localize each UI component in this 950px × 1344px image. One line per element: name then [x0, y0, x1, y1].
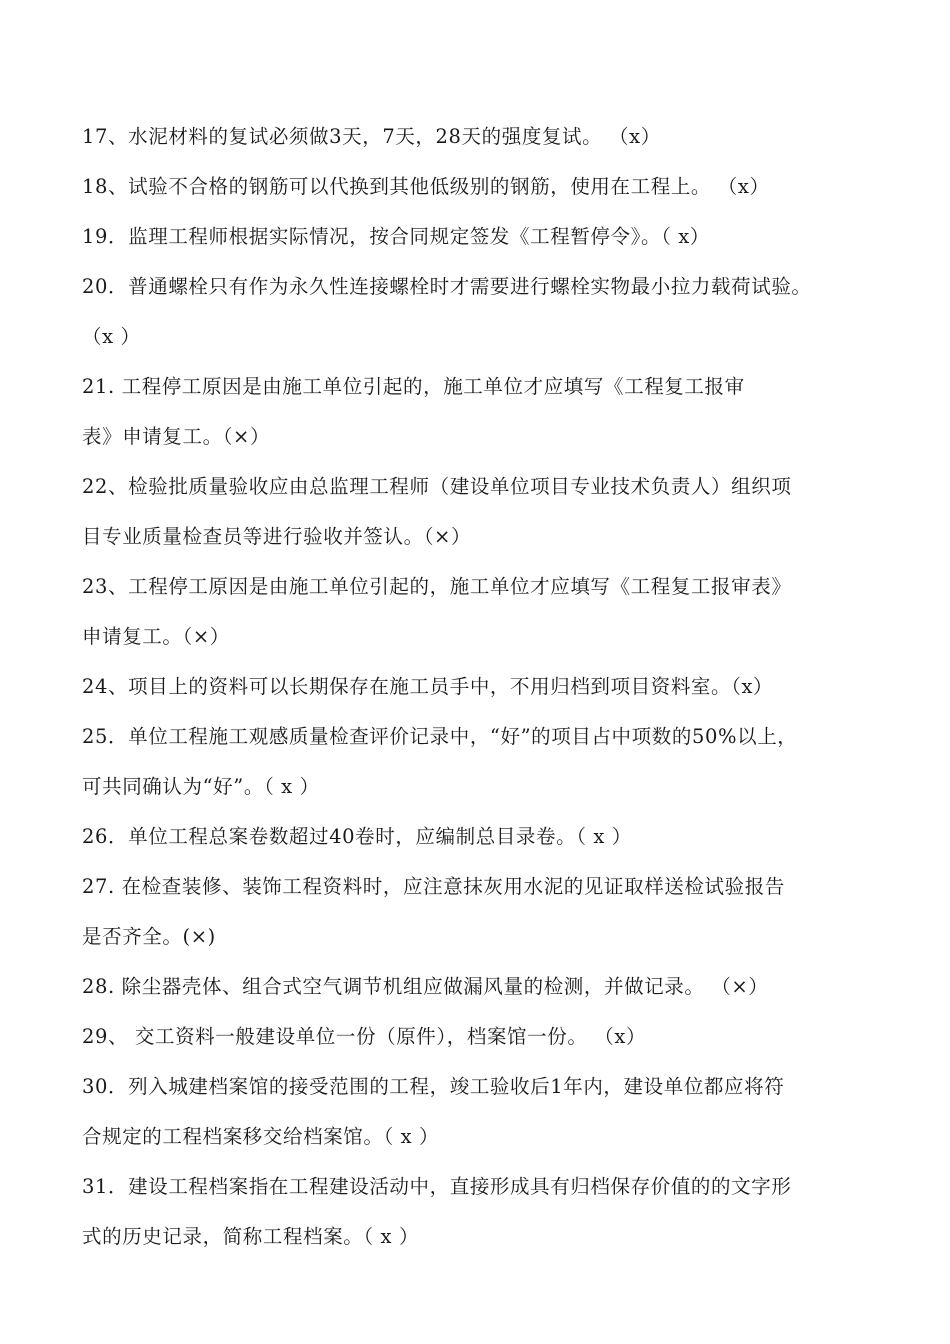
text-line: 24、项目上的资料可以长期保存在施工员手中，不用归档到项目资料室。（x） [82, 675, 774, 698]
text-line: （x ） [82, 325, 141, 348]
text-line: 22、检验批质量验收应由总监理工程师（建设单位项目专业技术负责人）组织项 [82, 475, 792, 498]
text-line: 25．单位工程施工观感质量检查评价记录中，“好”的项目占中项数的50%以上， [82, 725, 798, 748]
text-line: 27. 在检查装修、装饰工程资料时，应注意抹灰用水泥的见证取样送检试验报告 [82, 875, 785, 898]
text-line: 合规定的工程档案移交给档案馆。（ x ） [82, 1125, 440, 1148]
question-list [82, 112, 882, 1262]
text-line: 21. 工程停工原因是由施工单位引起的，施工单位才应填写《工程复工报审 [82, 375, 745, 398]
text-line: 28. 除尘器壳体、组合式空气调节机组应做漏风量的检测，并做记录。 （×） [82, 975, 769, 998]
text-line: 式的历史记录，简称工程档案。（ x ） [82, 1225, 420, 1248]
text-line: 30．列入城建档案馆的接受范围的工程，竣工验收后1年内，建设单位都应将符 [82, 1075, 785, 1098]
text-line: 表》申请复工。（×） [82, 425, 271, 448]
text-line: 26．单位工程总案卷数超过40卷时，应编制总目录卷。（ x ） [82, 825, 632, 848]
text-line: 31．建设工程档案指在工程建设活动中，直接形成具有归档保存价值的的文字形 [82, 1175, 792, 1198]
text-line: 可共同确认为“好”。（ x ） [82, 775, 320, 798]
text-line: 19．监理工程师根据实际情况，按合同规定签发《工程暂停令》。（ x） [82, 225, 710, 248]
text-line: 目专业质量检查员等进行验收并签认。（×） [82, 525, 472, 548]
text-line: 23、工程停工原因是由施工单位引起的，施工单位才应填写《工程复工报审表》 [82, 575, 792, 598]
text-line: 29、 交工资料一般建设单位一份（原件），档案馆一份。 （x） [82, 1025, 647, 1048]
text-line: 18、试验不合格的钢筋可以代换到其他低级别的钢筋，使用在工程上。 （x） [82, 175, 770, 198]
text-line: 20．普通螺栓只有作为永久性连接螺栓时才需要进行螺栓实物最小拉力载荷试验。 [82, 275, 812, 298]
text-line: 是否齐全。(×) [82, 925, 216, 948]
text-line: 17、水泥材料的复试必须做3天，7天，28天的强度复试。 （x） [82, 125, 661, 148]
text-line: 申请复工。（×） [82, 625, 230, 648]
